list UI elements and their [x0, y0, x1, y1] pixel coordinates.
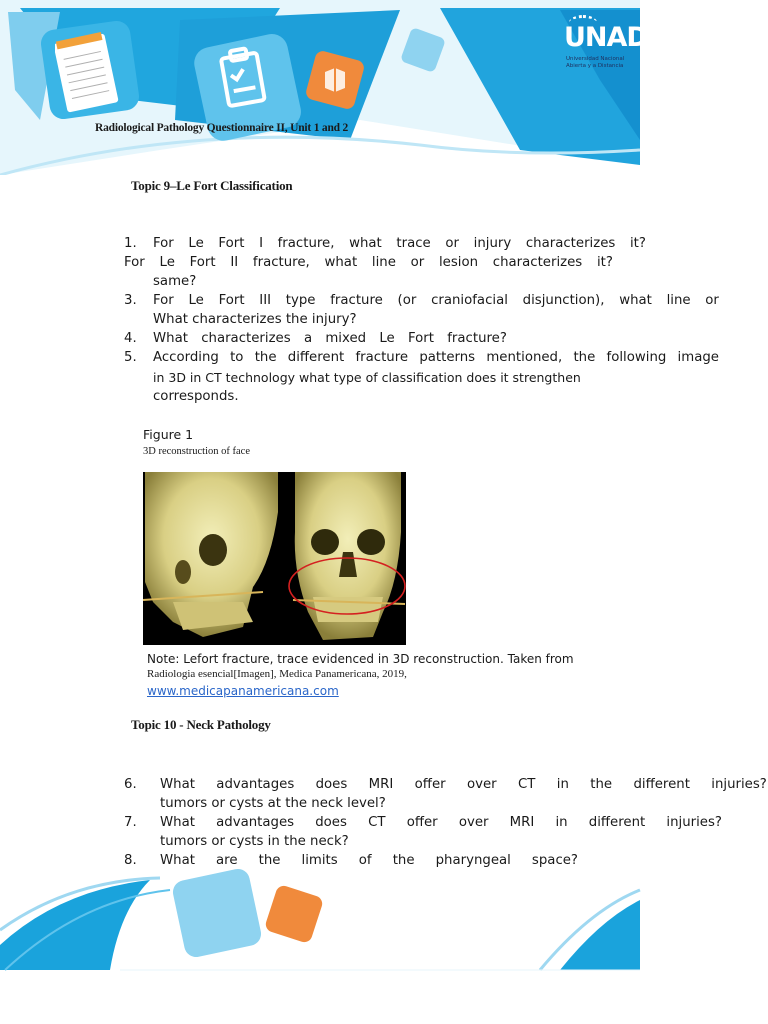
question-7-continuation: tumors or cysts in the neck? — [160, 834, 349, 849]
topic-10-heading: Topic 10 - Neck Pathology — [131, 717, 271, 732]
figure-number: Figure 1 — [143, 427, 194, 442]
question-6-continuation: tumors or cysts at the neck level? — [160, 796, 386, 811]
book-icon — [320, 64, 350, 94]
question-5-continuation-1: in 3D in CT technology what type of classification does it strengthen — [153, 370, 581, 385]
question-4-line: What characterizes a mixed Le Fort fracture? — [153, 331, 507, 346]
question-3-line: For Le Fort III type fracture (or craniofacial disjunction), what line or — [153, 293, 719, 308]
topic-9-heading: Topic 9–Le Fort Classification — [131, 178, 293, 193]
question-2-continuation: same? — [153, 274, 197, 289]
document-title: Radiological Pathology Questionnaire II, Unit 1 and 2 — [95, 122, 349, 134]
footer-banner — [0, 860, 768, 980]
logo-subtext-1: Universidad Nacional — [566, 56, 625, 62]
question-2-line: For Le Fort II fracture, what line or lesion characterizes it? — [124, 255, 613, 270]
logo-subtext-2: Abierta y a Distancia — [566, 63, 624, 69]
clipboard-icon — [215, 45, 275, 115]
question-8-number: 8. — [124, 853, 137, 868]
question-8-line: What are the limits of the pharyngeal space? — [160, 853, 578, 868]
question-5-number: 5. — [124, 350, 137, 365]
question-6-number: 6. — [124, 777, 137, 792]
source-link[interactable]: www.medicapanamericana.com — [147, 684, 339, 698]
question-1-line: For Le Fort I fracture, what trace or injury characterizes it? — [153, 236, 646, 251]
figure-title: 3D reconstruction of face — [143, 446, 250, 457]
figure-image — [143, 472, 406, 645]
question-7-number: 7. — [124, 815, 137, 830]
question-6-line: What advantages does MRI offer over CT in the different injuries? — [160, 777, 767, 792]
question-1-number: 1. — [124, 236, 137, 251]
question-5-continuation-2: corresponds. — [153, 389, 239, 404]
question-3-number: 3. — [124, 293, 137, 308]
figure-source: Radiologia esencial[Imagen], Medica Panamericana, 2019, — [147, 668, 407, 680]
ct-reconstruction-image — [143, 472, 406, 645]
question-5-line: According to the different fracture patterns mentioned, the following image — [153, 350, 719, 365]
question-4-number: 4. — [124, 331, 137, 346]
logo-text: UNAD — [564, 22, 648, 53]
unad-logo — [560, 12, 648, 82]
figure-note: Note: Lefort fracture, trace evidenced in 3D reconstruction. Taken from — [147, 652, 574, 666]
question-3-continuation: What characterizes the injury? — [153, 312, 357, 327]
question-7-line: What advantages does CT offer over MRI in different injuries? — [160, 815, 722, 830]
notepad-icon — [55, 30, 125, 115]
